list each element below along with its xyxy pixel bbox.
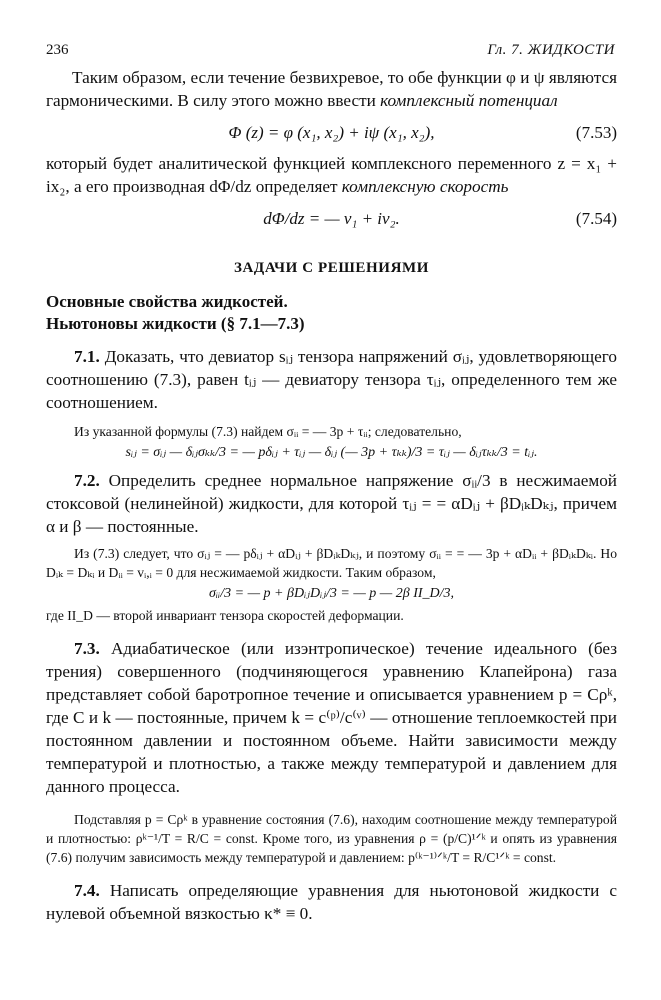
subsection-title-line-1: Основные свойства жидкостей. bbox=[46, 292, 288, 311]
chapter-title: Гл. 7. ЖИДКОСТИ bbox=[487, 42, 615, 58]
problem-statement: Адиабатическое (или изэнтропическое) течение идеального (без трения) совершенного (подчиняющегося уравнению Клапейрона) газа представляет собой баротропное течение и описывается уравнением p = Cρᵏ, где C и k — постоянные, причем k = c⁽ᵖ⁾/c⁽ᵛ⁾ — отношение теплоемкостей при постоянном давлении и постоянном объеме. Найти зависимости между температурой и плотностью, а также между температурой и давлением для данного процесса. bbox=[46, 639, 618, 796]
equation-7-53-number: (7.53) bbox=[575, 123, 617, 142]
intro-paragraph-1 bbox=[46, 66, 617, 112]
problem-statement: Написать определяющие уравнения для ньютоновой жидкости с нулевой объемной вязкостью κ* ≡ 0. bbox=[46, 881, 617, 923]
problem-statement: Доказать, что девиатор sᵢⱼ тензора напряжений σᵢⱼ, удовлетворяющего соотношению (7.3), равен tᵢⱼ — девиатору тензора τᵢⱼ, определенного тем же соотношением. bbox=[46, 347, 618, 412]
section-title: ЗАДАЧИ С РЕШЕНИЯМИ bbox=[233, 260, 430, 276]
problem-7-2 bbox=[46, 469, 617, 538]
term-complex-potential: комплексный потенциал bbox=[380, 91, 558, 110]
subsection-title bbox=[46, 291, 617, 335]
problem-7-4 bbox=[46, 879, 617, 925]
problem-number: 7.3. bbox=[74, 639, 100, 658]
problem-number: 7.1. bbox=[74, 347, 100, 366]
term-complex-velocity: комплексную скорость bbox=[341, 177, 509, 196]
problem-number: 7.4. bbox=[74, 881, 100, 900]
solution-7-2: Из (7.3) следует, что σᵢⱼ = — pδᵢⱼ + αDᵢⱼ + βDᵢₖDₖⱼ, и поэтому σᵢᵢ = = — 3p + αDᵢᵢ + βDᵢₖDₖᵢ. Но Dᵢₖ = Dₖᵢ и Dᵢᵢ = vᵢ,ᵢ = 0 для несжимаемой жидкости. Таким образом, bbox=[46, 546, 617, 580]
problem-7-1 bbox=[46, 345, 617, 414]
problem-statement: Определить среднее нормальное напряжение σᵢᵢ/3 в несжимаемой стоксовой (нелинейной) жидкости, для которой τᵢⱼ = = αDᵢⱼ + βDᵢₖDₖⱼ, причем α и β — постоянные. bbox=[46, 471, 617, 536]
solution-7-1: Из указанной формулы (7.3) найдем σᵢᵢ = — 3p + τᵢᵢ; следовательно, bbox=[74, 424, 462, 439]
equation-7-53 bbox=[46, 118, 617, 148]
intro-text-2: который будет аналитической функцией комплексного переменного z = x₁ + ix₂, а его производная dΦ/dz определяет bbox=[46, 154, 617, 196]
problem-7-3 bbox=[46, 637, 617, 798]
equation-7-54-number: (7.54) bbox=[575, 209, 617, 228]
solution-7-2-equation: σᵢᵢ/3 = — p + βDᵢⱼDᵢⱼ/3 = — p — 2β II_D/3, bbox=[208, 586, 455, 601]
page-header bbox=[46, 42, 615, 59]
equation-7-54 bbox=[46, 204, 617, 234]
solution-7-3: Подставляя p = Cρᵏ в уравнение состояния (7.6), находим соотношение между температурой и плотностью: ρᵏ⁻¹/T = R/C = const. Кроме того, из уравнения ρ = (p/C)¹ᐟᵏ и опять из уравнения (7.6) получим зависимость между температурой и давлением: p⁽ᵏ⁻¹⁾ᐟᵏ/T = R/C¹ᐟᵏ = const. bbox=[46, 812, 617, 865]
intro-paragraph-2 bbox=[46, 152, 617, 198]
solution-7-2-note: где II_D — второй инвариант тензора скоростей деформации. bbox=[46, 608, 404, 623]
equation-7-54-formula: dΦ/dz = — v₁ + iv₂. bbox=[263, 209, 400, 228]
page-number: 236 bbox=[46, 42, 69, 58]
page-body bbox=[46, 66, 618, 925]
solution-7-1-equation: sᵢⱼ = σᵢⱼ — δᵢⱼσₖₖ/3 = — pδᵢⱼ + τᵢⱼ — δᵢⱼ (— 3p + τₖₖ)/3 = τᵢⱼ — δᵢⱼτₖₖ/3 = tᵢⱼ. bbox=[125, 445, 538, 460]
intro-text-1: Таким образом, если течение безвихревое, то обе функции φ и ψ являются гармоническими. В силу этого можно ввести bbox=[46, 68, 617, 110]
equation-7-53-formula: Φ (z) = φ (x₁, x₂) + iψ (x₁, x₂), bbox=[228, 123, 435, 142]
problem-number: 7.2. bbox=[74, 471, 100, 490]
subsection-title-line-2: Ньютоновы жидкости (§ 7.1—7.3) bbox=[46, 314, 305, 333]
